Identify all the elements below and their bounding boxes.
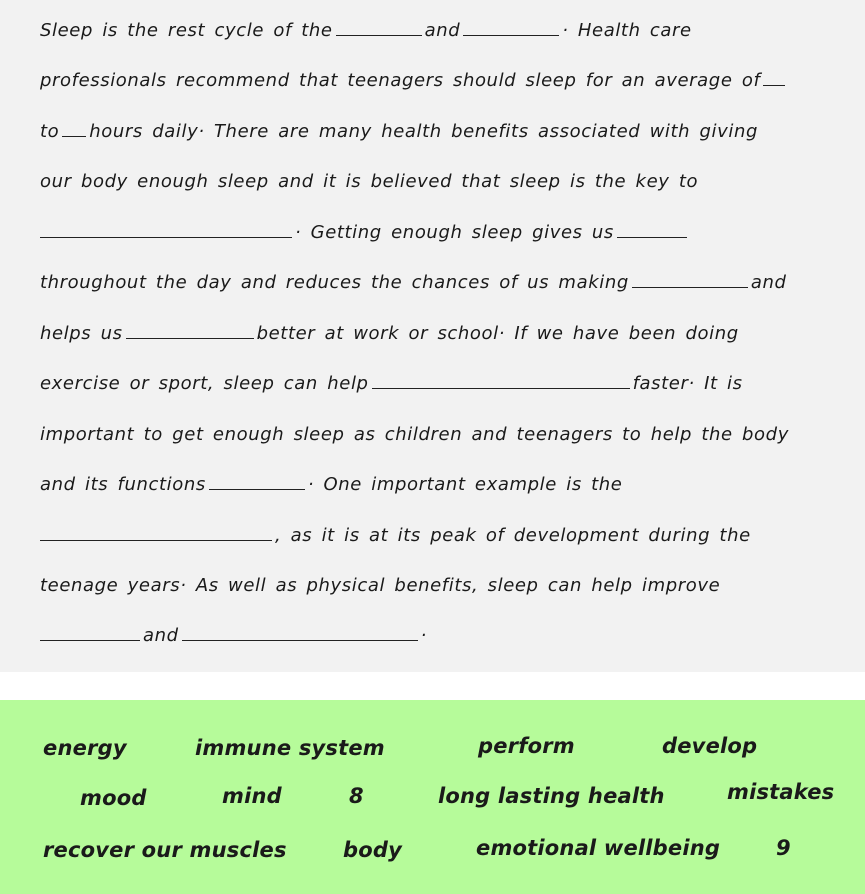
passage-text: , as it is at its peak of development during the: [275, 525, 751, 546]
passage-text: hours daily· There are many health benefits associated with giving: [89, 121, 759, 142]
passage-line-6: [40, 272, 787, 293]
word-bank-item[interactable]: emotional wellbeing: [476, 836, 721, 860]
blank-field[interactable]: [40, 626, 140, 641]
passage-line-1: [40, 20, 692, 41]
passage-line-10: [40, 474, 622, 495]
passage-line-2: [40, 70, 788, 91]
blank-field[interactable]: [62, 122, 86, 137]
blank-field[interactable]: [40, 223, 292, 238]
blank-field[interactable]: [209, 475, 305, 490]
passage-line-8: [40, 373, 743, 394]
blank-field[interactable]: [763, 71, 785, 86]
passage-text: faster· It is: [632, 373, 743, 394]
passage-text: Sleep is the rest cycle of the: [40, 20, 333, 41]
blank-field[interactable]: [182, 626, 418, 641]
word-bank-item[interactable]: immune system: [195, 736, 385, 760]
blank-field[interactable]: [632, 273, 748, 288]
blank-field[interactable]: [40, 526, 272, 541]
passage-text: and its functions: [40, 474, 206, 495]
passage-text: and: [424, 20, 461, 41]
passage-text: · Health care: [562, 20, 692, 41]
passage-text: to: [40, 121, 60, 142]
blank-field[interactable]: [126, 324, 254, 339]
passage-text: · Getting enough sleep gives us: [295, 222, 614, 243]
passage-text: professionals recommend that teenagers should sleep for an average of: [40, 70, 761, 91]
word-bank-item[interactable]: long lasting health: [438, 784, 665, 808]
passage-text: and: [143, 625, 179, 646]
word-bank-item[interactable]: perform: [478, 734, 575, 758]
word-bank-panel: [0, 700, 865, 894]
blank-field[interactable]: [617, 223, 687, 238]
passage-text: and: [750, 272, 787, 293]
passage-line-9: [40, 424, 789, 445]
passage-text: throughout the day and reduces the chances of us making: [40, 272, 629, 293]
word-bank-item[interactable]: mistakes: [727, 780, 835, 804]
blank-field[interactable]: [336, 21, 422, 36]
passage-line-13: [40, 625, 427, 646]
word-bank-item[interactable]: recover our muscles: [43, 838, 287, 862]
word-bank-item[interactable]: body: [343, 838, 402, 862]
passage-text: ·: [420, 625, 427, 646]
word-bank-item[interactable]: develop: [662, 734, 758, 758]
passage-text: important to get enough sleep as children and teenagers to help the body: [40, 424, 789, 445]
blank-field[interactable]: [463, 21, 559, 36]
passage-line-7: [40, 323, 739, 344]
passage-text: our body enough sleep and it is believed that sleep is the key to: [40, 171, 699, 192]
passage-line-4: [40, 171, 698, 192]
passage-line-11: [40, 525, 751, 546]
word-bank-item[interactable]: 9: [776, 836, 791, 860]
passage-line-5: [40, 222, 690, 243]
passage-text: better at work or school· If we have been doing: [256, 323, 739, 344]
passage-text: exercise or sport, sleep can help: [40, 373, 369, 394]
word-bank-item[interactable]: energy: [43, 736, 127, 760]
blank-field[interactable]: [372, 374, 630, 389]
passage-line-12: [40, 575, 720, 596]
word-bank-item[interactable]: mood: [80, 786, 147, 810]
passage-text: teenage years· As well as physical benefits, sleep can help improve: [40, 575, 721, 596]
word-bank-item[interactable]: mind: [222, 784, 282, 808]
word-bank-item[interactable]: 8: [349, 784, 364, 808]
passage-text: · One important example is the: [307, 474, 623, 495]
passage-line-3: [40, 121, 758, 142]
passage-text: helps us: [40, 323, 123, 344]
